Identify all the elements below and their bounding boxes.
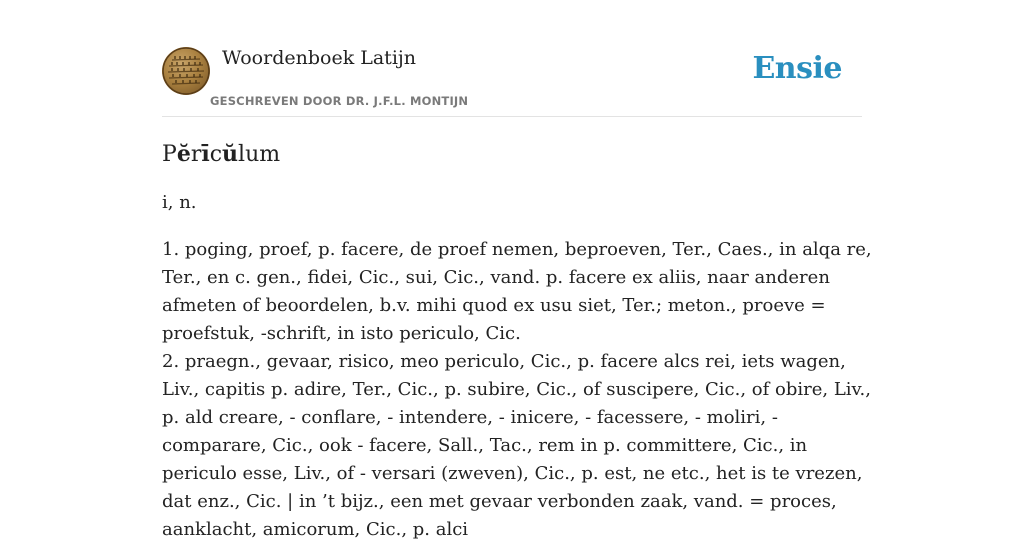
headword-stressed-vowel: ŭ [222,141,239,167]
definition-sense-1: 1. poging, proef, p. facere, de proef nemen, beproeven, Ter., Caes., in alqa re, Ter., en c. gen., fidei, Cic., sui, Cic., vand. p. facere ex aliis, naar anderen afmeten of beoordelen, b.v. mihi quod ex usu siet, Ter.; meton., proeve = proefstuk, -schrift, in isto periculo, Cic. [162,239,872,344]
latin-inscription-coin-icon [162,47,210,95]
entry-definition [162,236,872,544]
dictionary-title-link[interactable]: Woordenboek Latijn [222,47,417,69]
author-byline: GESCHREVEN DOOR DR. J.F.L. MONTIJN [210,94,469,108]
entry-content [162,138,872,544]
headword-stressed-vowel: ī [201,141,210,167]
headword-part: lum [238,142,281,167]
dictionary-header [162,46,862,117]
entry-grammar-info: i, n. [162,192,197,213]
headword-part: P [162,142,177,167]
entry-headword [162,138,872,171]
headword-part: r [190,142,202,167]
headword-part: c [209,142,223,167]
definition-sense-2: 2. praegn., gevaar, risico, meo periculo, Cic., p. facere alcs rei, iets wagen, Liv., capitis p. adire, Ter., Cic., p. subire, Cic., of suscipere, Cic., of obire, Liv., p. ald creare, - conflare, - intendere, - inicere, - facessere, - moliri, - comparare, Cic., ook - facere, Sall., Tac., rem in p. committere, Cic., in periculo esse, Liv., of - versari (zweven), Cic., p. est, ne etc., het is te vrezen, dat enz., Cic. | in ’t bijz., een met gevaar verbonden zaak, vand. = proces, aanklacht, amicorum, Cic., p. alci [162,351,872,540]
ensie-logo-link[interactable]: Ensie [752,51,842,86]
headword-stressed-vowel: ĕ [176,141,191,167]
dictionary-avatar-image[interactable] [162,47,210,95]
